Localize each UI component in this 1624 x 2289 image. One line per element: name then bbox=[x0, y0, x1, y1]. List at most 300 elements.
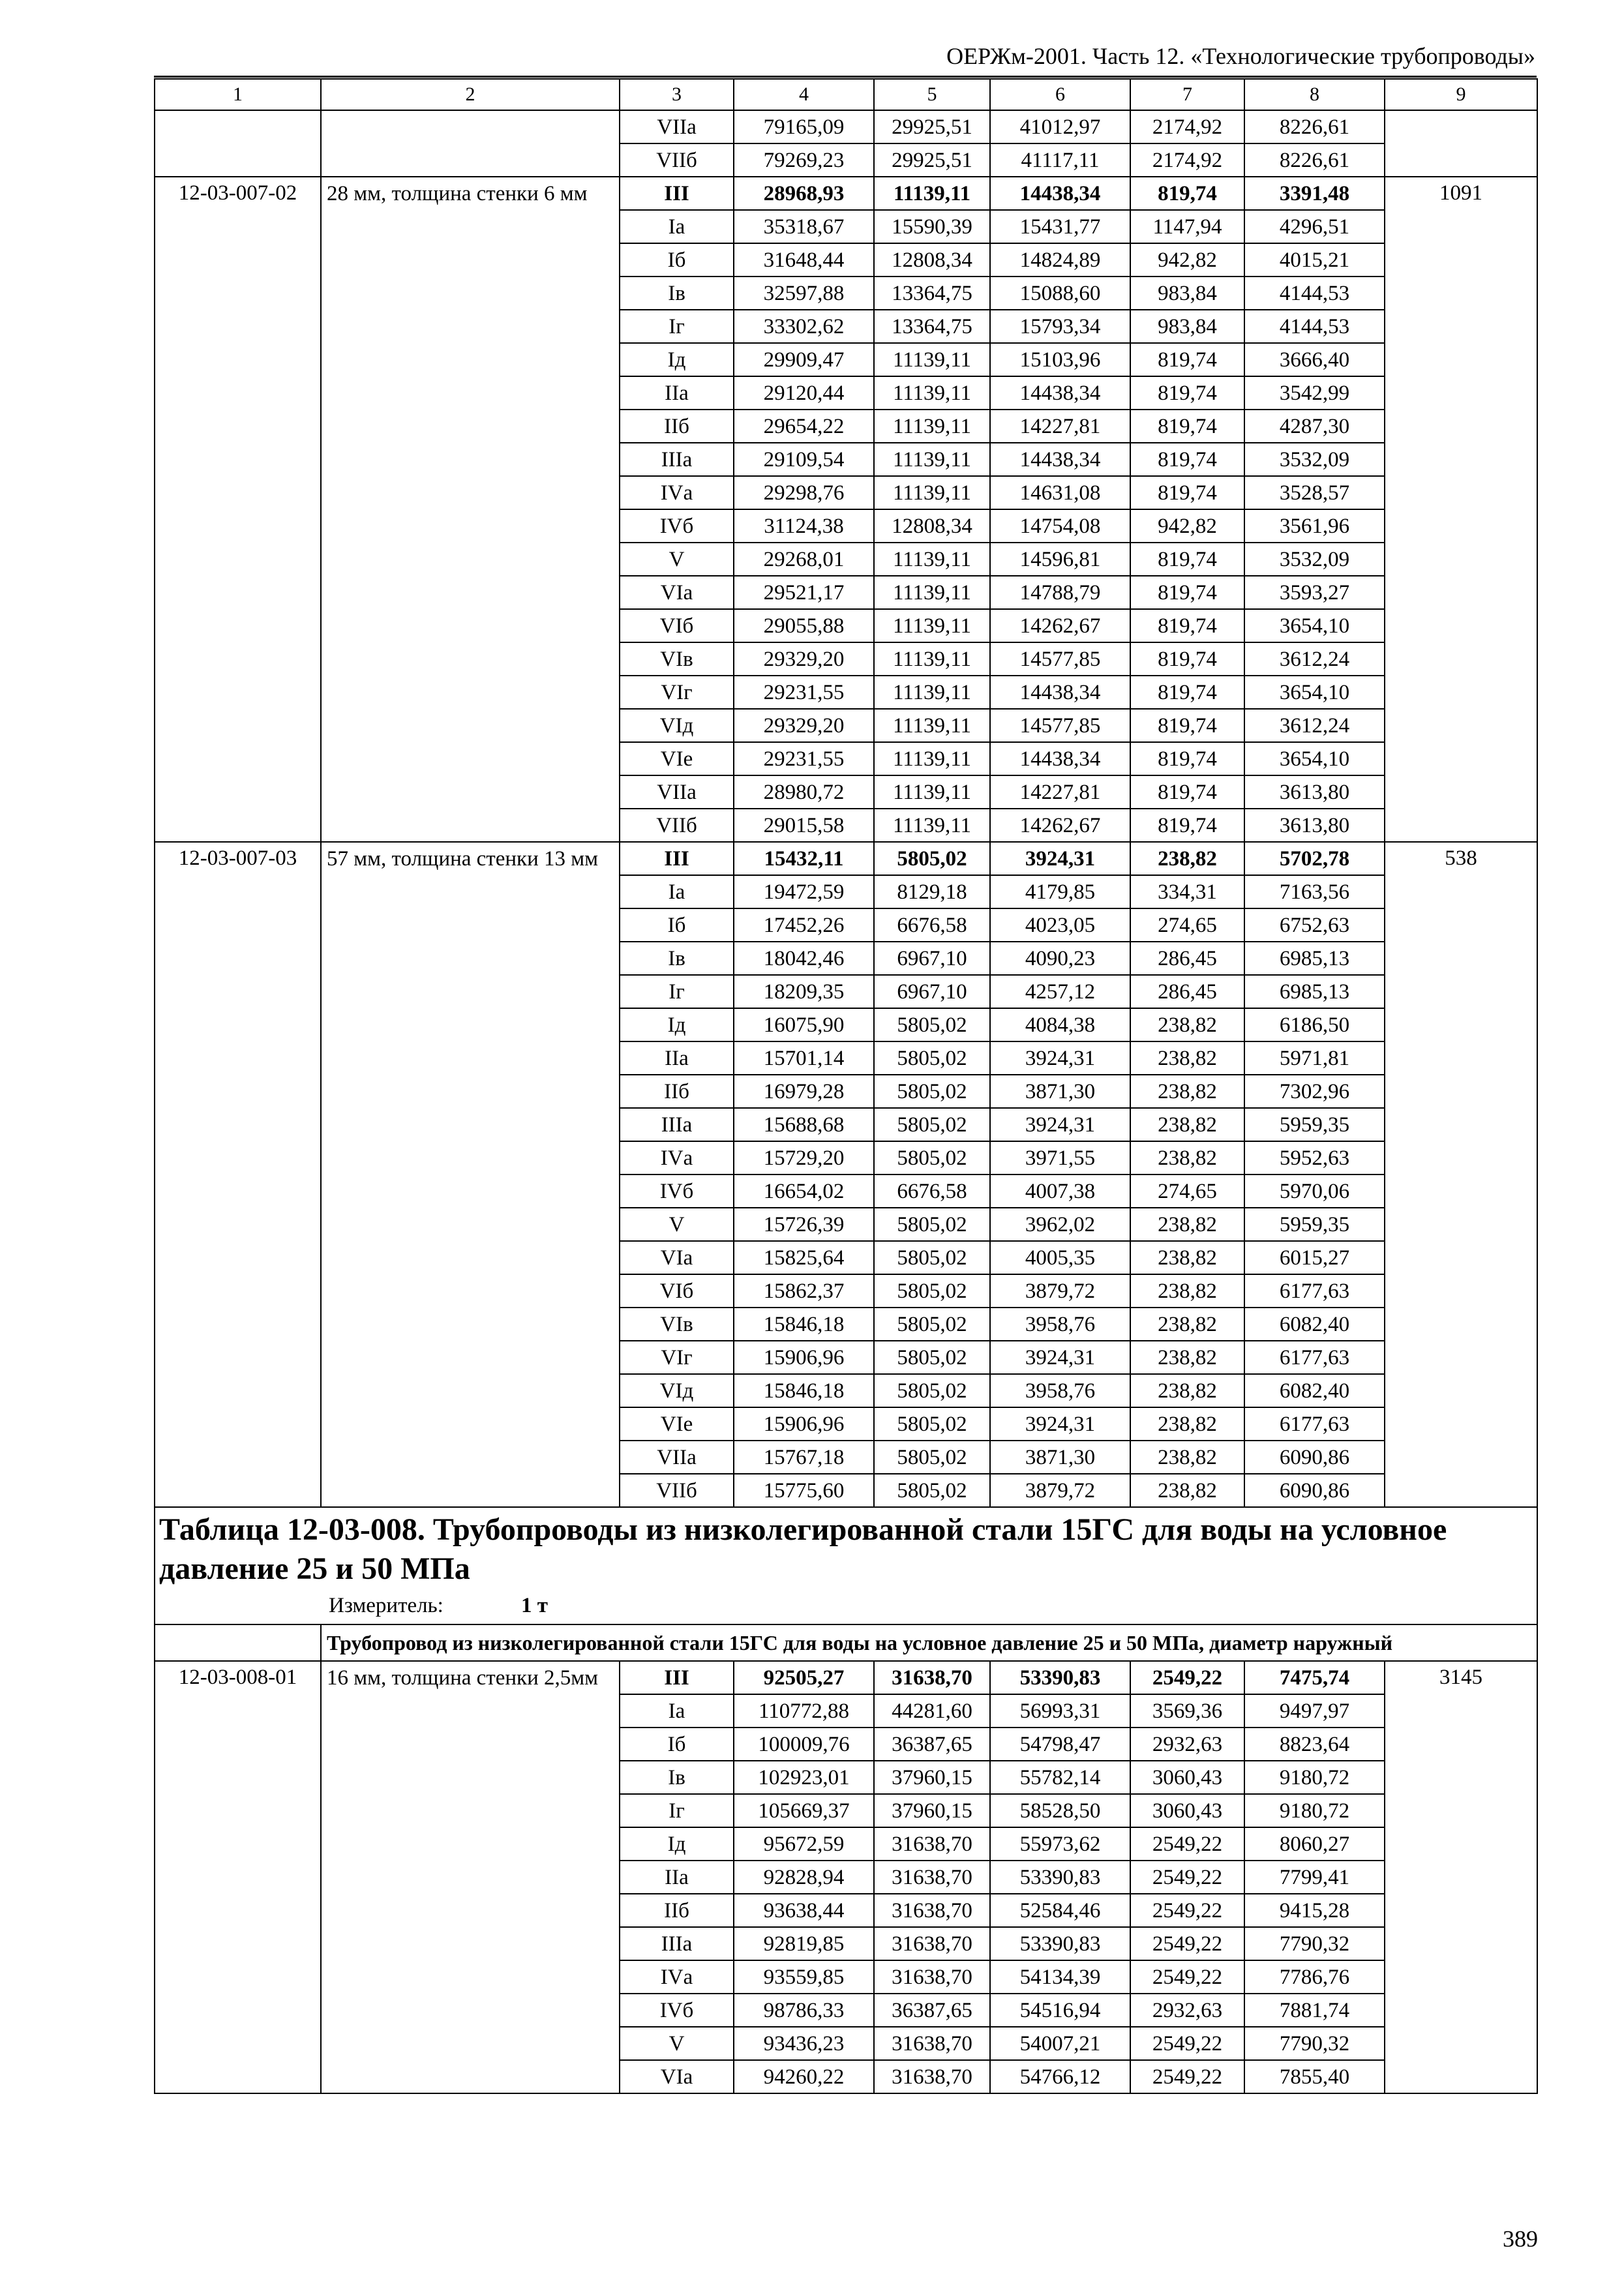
value-cell: 942,82 bbox=[1130, 243, 1244, 277]
value-cell: 54766,12 bbox=[990, 2060, 1130, 2093]
zone-cell: VIIа bbox=[620, 775, 734, 809]
value-cell: 11139,11 bbox=[874, 709, 990, 742]
value-cell: 8129,18 bbox=[874, 875, 990, 908]
value-cell: 93436,23 bbox=[734, 2027, 874, 2060]
value-cell: 2549,22 bbox=[1130, 1861, 1244, 1894]
value-cell: 11139,11 bbox=[874, 609, 990, 642]
value-cell: 58528,50 bbox=[990, 1794, 1130, 1827]
value-cell: 6752,63 bbox=[1244, 908, 1385, 942]
value-cell: 9415,28 bbox=[1244, 1894, 1385, 1927]
zone-cell: V bbox=[620, 543, 734, 576]
value-cell: 2932,63 bbox=[1130, 1994, 1244, 2027]
value-cell: 98786,33 bbox=[734, 1994, 874, 2027]
value-cell: 7786,76 bbox=[1244, 1960, 1385, 1994]
value-cell: 105669,37 bbox=[734, 1794, 874, 1827]
value-cell: 2549,22 bbox=[1130, 1927, 1244, 1960]
value-cell: 7881,74 bbox=[1244, 1994, 1385, 2027]
zone-cell: VIе bbox=[620, 1407, 734, 1441]
value-cell: 7302,96 bbox=[1244, 1075, 1385, 1108]
value-cell: 5805,02 bbox=[874, 1341, 990, 1374]
value-cell: 14262,67 bbox=[990, 809, 1130, 842]
column-number: 8 bbox=[1244, 79, 1385, 110]
value-cell: 5952,63 bbox=[1244, 1141, 1385, 1174]
value-cell: 37960,15 bbox=[874, 1761, 990, 1794]
zone-cell: IVа bbox=[620, 1960, 734, 1994]
value-cell: 31638,70 bbox=[874, 2027, 990, 2060]
value-cell: 6177,63 bbox=[1244, 1274, 1385, 1308]
value-cell: 334,31 bbox=[1130, 875, 1244, 908]
value-cell: 9180,72 bbox=[1244, 1794, 1385, 1827]
zone-cell: VIIб bbox=[620, 809, 734, 842]
value-cell: 41012,97 bbox=[990, 110, 1130, 143]
labor-value: 538 bbox=[1385, 842, 1537, 1507]
value-cell: 819,74 bbox=[1130, 376, 1244, 410]
value-cell: 238,82 bbox=[1130, 842, 1244, 875]
column-number: 2 bbox=[321, 79, 620, 110]
value-cell: 11139,11 bbox=[874, 742, 990, 775]
value-cell: 15726,39 bbox=[734, 1208, 874, 1241]
value-cell: 5959,35 bbox=[1244, 1108, 1385, 1141]
value-cell: 238,82 bbox=[1130, 1274, 1244, 1308]
value-cell: 29055,88 bbox=[734, 609, 874, 642]
value-cell: 2549,22 bbox=[1130, 2060, 1244, 2093]
value-cell: 6676,58 bbox=[874, 908, 990, 942]
zone-cell: Iд bbox=[620, 343, 734, 376]
value-cell: 110772,88 bbox=[734, 1694, 874, 1728]
value-cell: 3871,30 bbox=[990, 1075, 1130, 1108]
value-cell: 3528,57 bbox=[1244, 476, 1385, 509]
labor-value: 1091 bbox=[1385, 177, 1537, 842]
value-cell: 3958,76 bbox=[990, 1374, 1130, 1407]
zone-cell: Iб bbox=[620, 243, 734, 277]
value-cell: 11139,11 bbox=[874, 543, 990, 576]
zone-cell: Iа bbox=[620, 1694, 734, 1728]
value-cell: 11139,11 bbox=[874, 642, 990, 676]
value-cell: 5805,02 bbox=[874, 1474, 990, 1507]
value-cell: 238,82 bbox=[1130, 1308, 1244, 1341]
value-cell: 5805,02 bbox=[874, 1075, 990, 1108]
value-cell: 31648,44 bbox=[734, 243, 874, 277]
value-cell: 5970,06 bbox=[1244, 1174, 1385, 1208]
value-cell: 52584,46 bbox=[990, 1894, 1130, 1927]
zone-cell: Iг bbox=[620, 310, 734, 343]
rates-table bbox=[154, 78, 1538, 2094]
value-cell: 29925,51 bbox=[874, 110, 990, 143]
value-cell: 41117,11 bbox=[990, 143, 1130, 177]
value-cell: 19472,59 bbox=[734, 875, 874, 908]
value-cell: 4144,53 bbox=[1244, 310, 1385, 343]
column-numbers-row bbox=[155, 79, 1537, 110]
zone-cell: IVб bbox=[620, 1994, 734, 2027]
zone-cell: IIIа bbox=[620, 1108, 734, 1141]
value-cell: 36387,65 bbox=[874, 1728, 990, 1761]
zone-cell: III bbox=[620, 1661, 734, 1694]
column-number: 9 bbox=[1385, 79, 1537, 110]
value-cell: 819,74 bbox=[1130, 410, 1244, 443]
value-cell: 15862,37 bbox=[734, 1274, 874, 1308]
value-cell: 3958,76 bbox=[990, 1308, 1130, 1341]
page-header bbox=[154, 40, 1537, 78]
value-cell: 3879,72 bbox=[990, 1474, 1130, 1507]
value-cell: 35318,67 bbox=[734, 210, 874, 243]
zone-cell: VIд bbox=[620, 1374, 734, 1407]
value-cell: 6186,50 bbox=[1244, 1008, 1385, 1041]
value-cell: 29231,55 bbox=[734, 676, 874, 709]
value-cell: 819,74 bbox=[1130, 343, 1244, 376]
value-cell: 14438,34 bbox=[990, 177, 1130, 210]
value-cell: 3924,31 bbox=[990, 842, 1130, 875]
zone-cell: Iв bbox=[620, 277, 734, 310]
value-cell: 5805,02 bbox=[874, 1241, 990, 1274]
value-cell: 29925,51 bbox=[874, 143, 990, 177]
zone-cell: VIа bbox=[620, 1241, 734, 1274]
zone-cell: V bbox=[620, 2027, 734, 2060]
value-cell: 15431,77 bbox=[990, 210, 1130, 243]
value-cell: 29231,55 bbox=[734, 742, 874, 775]
table-row bbox=[155, 110, 1537, 143]
value-cell: 53390,83 bbox=[990, 1861, 1130, 1894]
value-cell: 15846,18 bbox=[734, 1374, 874, 1407]
value-cell: 2549,22 bbox=[1130, 1894, 1244, 1927]
zone-cell: VIIб bbox=[620, 1474, 734, 1507]
value-cell: 16075,90 bbox=[734, 1008, 874, 1041]
value-cell: 6177,63 bbox=[1244, 1407, 1385, 1441]
value-cell: 44281,60 bbox=[874, 1694, 990, 1728]
value-cell: 15846,18 bbox=[734, 1308, 874, 1341]
value-cell: 3612,24 bbox=[1244, 642, 1385, 676]
value-cell: 93559,85 bbox=[734, 1960, 874, 1994]
value-cell: 28980,72 bbox=[734, 775, 874, 809]
section-heading-row bbox=[155, 1624, 1537, 1661]
value-cell: 53390,83 bbox=[990, 1927, 1130, 1960]
value-cell: 13364,75 bbox=[874, 310, 990, 343]
table-row bbox=[155, 1661, 1537, 1694]
meter-line bbox=[159, 1589, 1530, 1623]
value-cell: 819,74 bbox=[1130, 609, 1244, 642]
value-cell: 15590,39 bbox=[874, 210, 990, 243]
value-cell: 5805,02 bbox=[874, 1208, 990, 1241]
value-cell: 29120,44 bbox=[734, 376, 874, 410]
value-cell: 16979,28 bbox=[734, 1075, 874, 1108]
value-cell: 14788,79 bbox=[990, 576, 1130, 609]
value-cell: 55973,62 bbox=[990, 1827, 1130, 1861]
value-cell: 2549,22 bbox=[1130, 1661, 1244, 1694]
value-cell: 3060,43 bbox=[1130, 1794, 1244, 1827]
value-cell: 29329,20 bbox=[734, 709, 874, 742]
value-cell: 14438,34 bbox=[990, 676, 1130, 709]
value-cell: 15767,18 bbox=[734, 1441, 874, 1474]
value-cell: 6177,63 bbox=[1244, 1341, 1385, 1374]
zone-cell: Iв bbox=[620, 1761, 734, 1794]
value-cell: 14438,34 bbox=[990, 376, 1130, 410]
value-cell: 238,82 bbox=[1130, 1341, 1244, 1374]
value-cell: 31638,70 bbox=[874, 1827, 990, 1861]
value-cell: 4005,35 bbox=[990, 1241, 1130, 1274]
value-cell: 3666,40 bbox=[1244, 343, 1385, 376]
value-cell: 3924,31 bbox=[990, 1407, 1130, 1441]
zone-cell: IVб bbox=[620, 1174, 734, 1208]
value-cell: 6985,13 bbox=[1244, 942, 1385, 975]
value-cell: 16654,02 bbox=[734, 1174, 874, 1208]
value-cell: 238,82 bbox=[1130, 1474, 1244, 1507]
value-cell: 14227,81 bbox=[990, 410, 1130, 443]
value-cell: 942,82 bbox=[1130, 509, 1244, 543]
value-cell: 2549,22 bbox=[1130, 1960, 1244, 1994]
value-cell: 6676,58 bbox=[874, 1174, 990, 1208]
page-number: 389 bbox=[1503, 2226, 1538, 2252]
rates-table-body bbox=[155, 79, 1537, 2093]
value-cell: 819,74 bbox=[1130, 543, 1244, 576]
value-cell: 3654,10 bbox=[1244, 742, 1385, 775]
value-cell: 15103,96 bbox=[990, 343, 1130, 376]
value-cell: 54516,94 bbox=[990, 1994, 1130, 2027]
value-cell: 2174,92 bbox=[1130, 143, 1244, 177]
value-cell: 3569,36 bbox=[1130, 1694, 1244, 1728]
value-cell: 4296,51 bbox=[1244, 210, 1385, 243]
value-cell: 29015,58 bbox=[734, 809, 874, 842]
value-cell: 31124,38 bbox=[734, 509, 874, 543]
zone-cell: IIа bbox=[620, 1861, 734, 1894]
zone-cell: V bbox=[620, 1208, 734, 1241]
value-cell: 3924,31 bbox=[990, 1341, 1130, 1374]
rate-code bbox=[155, 110, 321, 177]
rate-description: 57 мм, толщина стенки 13 мм bbox=[321, 842, 620, 1507]
value-cell: 3924,31 bbox=[990, 1108, 1130, 1141]
value-cell: 11139,11 bbox=[874, 476, 990, 509]
value-cell: 3060,43 bbox=[1130, 1761, 1244, 1794]
value-cell: 15729,20 bbox=[734, 1141, 874, 1174]
value-cell: 9180,72 bbox=[1244, 1761, 1385, 1794]
value-cell: 95672,59 bbox=[734, 1827, 874, 1861]
value-cell: 12808,34 bbox=[874, 509, 990, 543]
zone-cell: III bbox=[620, 842, 734, 875]
value-cell: 3612,24 bbox=[1244, 709, 1385, 742]
zone-cell: IIа bbox=[620, 376, 734, 410]
value-cell: 14227,81 bbox=[990, 775, 1130, 809]
value-cell: 238,82 bbox=[1130, 1041, 1244, 1075]
column-number: 5 bbox=[874, 79, 990, 110]
value-cell: 238,82 bbox=[1130, 1208, 1244, 1241]
value-cell: 238,82 bbox=[1130, 1008, 1244, 1041]
value-cell: 15906,96 bbox=[734, 1407, 874, 1441]
value-cell: 54134,39 bbox=[990, 1960, 1130, 1994]
value-cell: 5805,02 bbox=[874, 1441, 990, 1474]
zone-cell: VIв bbox=[620, 642, 734, 676]
labor-value: 3145 bbox=[1385, 1661, 1537, 2093]
value-cell: 92819,85 bbox=[734, 1927, 874, 1960]
value-cell: 31638,70 bbox=[874, 1861, 990, 1894]
value-cell: 11139,11 bbox=[874, 376, 990, 410]
value-cell: 3924,31 bbox=[990, 1041, 1130, 1075]
value-cell: 7790,32 bbox=[1244, 1927, 1385, 1960]
value-cell: 15793,34 bbox=[990, 310, 1130, 343]
zone-cell: IIб bbox=[620, 1894, 734, 1927]
value-cell: 819,74 bbox=[1130, 177, 1244, 210]
value-cell: 5805,02 bbox=[874, 1274, 990, 1308]
value-cell: 5805,02 bbox=[874, 1374, 990, 1407]
value-cell: 14754,08 bbox=[990, 509, 1130, 543]
value-cell: 15701,14 bbox=[734, 1041, 874, 1075]
value-cell: 17452,26 bbox=[734, 908, 874, 942]
zone-cell: VIа bbox=[620, 576, 734, 609]
value-cell: 5702,78 bbox=[1244, 842, 1385, 875]
value-cell: 2174,92 bbox=[1130, 110, 1244, 143]
value-cell: 3654,10 bbox=[1244, 609, 1385, 642]
value-cell: 53390,83 bbox=[990, 1661, 1130, 1694]
value-cell: 3391,48 bbox=[1244, 177, 1385, 210]
value-cell: 7163,56 bbox=[1244, 875, 1385, 908]
value-cell: 14631,08 bbox=[990, 476, 1130, 509]
value-cell: 12808,34 bbox=[874, 243, 990, 277]
value-cell: 54007,21 bbox=[990, 2027, 1130, 2060]
value-cell: 3654,10 bbox=[1244, 676, 1385, 709]
zone-cell: IIIа bbox=[620, 443, 734, 476]
rate-description: 28 мм, толщина стенки 6 мм bbox=[321, 177, 620, 842]
empty-cell bbox=[155, 1624, 321, 1661]
value-cell: 18042,46 bbox=[734, 942, 874, 975]
column-number: 7 bbox=[1130, 79, 1244, 110]
value-cell: 14596,81 bbox=[990, 543, 1130, 576]
value-cell: 15825,64 bbox=[734, 1241, 874, 1274]
value-cell: 6090,86 bbox=[1244, 1441, 1385, 1474]
zone-cell: Iг bbox=[620, 975, 734, 1008]
value-cell: 31638,70 bbox=[874, 1661, 990, 1694]
table-row bbox=[155, 842, 1537, 875]
value-cell: 36387,65 bbox=[874, 1994, 990, 2027]
meter-label: Измеритель: bbox=[329, 1594, 444, 1617]
value-cell: 14438,34 bbox=[990, 742, 1130, 775]
value-cell: 3879,72 bbox=[990, 1274, 1130, 1308]
zone-cell: IVб bbox=[620, 509, 734, 543]
value-cell: 11139,11 bbox=[874, 443, 990, 476]
value-cell: 8226,61 bbox=[1244, 143, 1385, 177]
value-cell: 92828,94 bbox=[734, 1861, 874, 1894]
column-number: 1 bbox=[155, 79, 321, 110]
zone-cell: VIа bbox=[620, 2060, 734, 2093]
value-cell: 2549,22 bbox=[1130, 1827, 1244, 1861]
value-cell: 11139,11 bbox=[874, 576, 990, 609]
value-cell: 7799,41 bbox=[1244, 1861, 1385, 1894]
value-cell: 3542,99 bbox=[1244, 376, 1385, 410]
value-cell: 56993,31 bbox=[990, 1694, 1130, 1728]
value-cell: 2549,22 bbox=[1130, 2027, 1244, 2060]
value-cell: 18209,35 bbox=[734, 975, 874, 1008]
value-cell: 4084,38 bbox=[990, 1008, 1130, 1041]
value-cell: 274,65 bbox=[1130, 1174, 1244, 1208]
value-cell: 819,74 bbox=[1130, 676, 1244, 709]
value-cell: 238,82 bbox=[1130, 1108, 1244, 1141]
value-cell: 5805,02 bbox=[874, 1141, 990, 1174]
zone-cell: VIв bbox=[620, 1308, 734, 1341]
zone-cell: Iг bbox=[620, 1794, 734, 1827]
value-cell: 6090,86 bbox=[1244, 1474, 1385, 1507]
value-cell: 5805,02 bbox=[874, 1108, 990, 1141]
zone-cell: Iб bbox=[620, 1728, 734, 1761]
value-cell: 29329,20 bbox=[734, 642, 874, 676]
zone-cell: IIб bbox=[620, 410, 734, 443]
value-cell: 238,82 bbox=[1130, 1407, 1244, 1441]
value-cell: 819,74 bbox=[1130, 576, 1244, 609]
value-cell: 819,74 bbox=[1130, 443, 1244, 476]
zone-cell: VIб bbox=[620, 1274, 734, 1308]
value-cell: 8823,64 bbox=[1244, 1728, 1385, 1761]
zone-cell: VIе bbox=[620, 742, 734, 775]
value-cell: 3971,55 bbox=[990, 1141, 1130, 1174]
value-cell: 15432,11 bbox=[734, 842, 874, 875]
value-cell: 983,84 bbox=[1130, 277, 1244, 310]
value-cell: 4015,21 bbox=[1244, 243, 1385, 277]
value-cell: 6967,10 bbox=[874, 975, 990, 1008]
value-cell: 7790,32 bbox=[1244, 2027, 1385, 2060]
value-cell: 7855,40 bbox=[1244, 2060, 1385, 2093]
value-cell: 819,74 bbox=[1130, 476, 1244, 509]
value-cell: 4144,53 bbox=[1244, 277, 1385, 310]
value-cell: 31638,70 bbox=[874, 2060, 990, 2093]
value-cell: 1147,94 bbox=[1130, 210, 1244, 243]
value-cell: 9497,97 bbox=[1244, 1694, 1385, 1728]
rate-code: 12-03-007-02 bbox=[155, 177, 321, 842]
zone-cell: IVа bbox=[620, 1141, 734, 1174]
value-cell: 7475,74 bbox=[1244, 1661, 1385, 1694]
rate-code: 12-03-007-03 bbox=[155, 842, 321, 1507]
value-cell: 4179,85 bbox=[990, 875, 1130, 908]
labor-value bbox=[1385, 110, 1537, 177]
zone-cell: VIб bbox=[620, 609, 734, 642]
rate-description: 16 мм, толщина стенки 2,5мм bbox=[321, 1661, 620, 2093]
value-cell: 92505,27 bbox=[734, 1661, 874, 1694]
value-cell: 4023,05 bbox=[990, 908, 1130, 942]
value-cell: 238,82 bbox=[1130, 1441, 1244, 1474]
zone-cell: III bbox=[620, 177, 734, 210]
value-cell: 100009,76 bbox=[734, 1728, 874, 1761]
value-cell: 5971,81 bbox=[1244, 1041, 1385, 1075]
value-cell: 55782,14 bbox=[990, 1761, 1130, 1794]
value-cell: 3613,80 bbox=[1244, 809, 1385, 842]
zone-cell: VIIа bbox=[620, 1441, 734, 1474]
value-cell: 11139,11 bbox=[874, 177, 990, 210]
value-cell: 4090,23 bbox=[990, 942, 1130, 975]
zone-cell: VIг bbox=[620, 1341, 734, 1374]
value-cell: 4287,30 bbox=[1244, 410, 1385, 443]
zone-cell: VIIа bbox=[620, 110, 734, 143]
value-cell: 4257,12 bbox=[990, 975, 1130, 1008]
value-cell: 5805,02 bbox=[874, 1407, 990, 1441]
table-row bbox=[155, 177, 1537, 210]
zone-cell: Iд bbox=[620, 1008, 734, 1041]
value-cell: 238,82 bbox=[1130, 1241, 1244, 1274]
value-cell: 5959,35 bbox=[1244, 1208, 1385, 1241]
value-cell: 31638,70 bbox=[874, 1927, 990, 1960]
value-cell: 983,84 bbox=[1130, 310, 1244, 343]
value-cell: 3962,02 bbox=[990, 1208, 1130, 1241]
value-cell: 31638,70 bbox=[874, 1960, 990, 1994]
value-cell: 14577,85 bbox=[990, 642, 1130, 676]
value-cell: 4007,38 bbox=[990, 1174, 1130, 1208]
value-cell: 819,74 bbox=[1130, 809, 1244, 842]
value-cell: 15906,96 bbox=[734, 1341, 874, 1374]
column-number: 6 bbox=[990, 79, 1130, 110]
value-cell: 14824,89 bbox=[990, 243, 1130, 277]
value-cell: 11139,11 bbox=[874, 410, 990, 443]
zone-cell: VIIб bbox=[620, 143, 734, 177]
value-cell: 29268,01 bbox=[734, 543, 874, 576]
value-cell: 15775,60 bbox=[734, 1474, 874, 1507]
value-cell: 102923,01 bbox=[734, 1761, 874, 1794]
value-cell: 6015,27 bbox=[1244, 1241, 1385, 1274]
value-cell: 3593,27 bbox=[1244, 576, 1385, 609]
value-cell: 33302,62 bbox=[734, 310, 874, 343]
value-cell: 6967,10 bbox=[874, 942, 990, 975]
